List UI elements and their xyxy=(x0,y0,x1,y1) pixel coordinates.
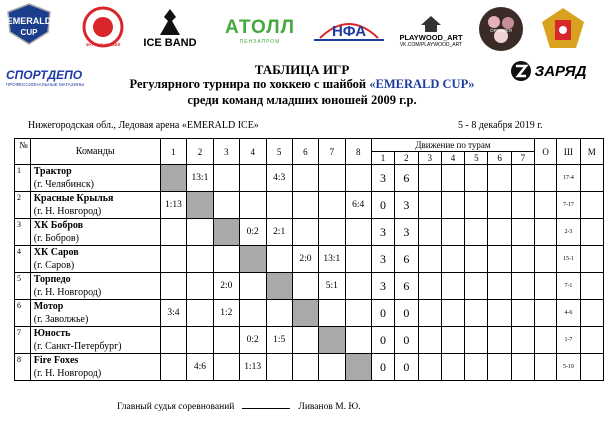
score-cell: 2:0 xyxy=(292,246,318,273)
team-city: (г. Санкт-Петербург) xyxy=(33,341,122,352)
row-number: 1 xyxy=(15,165,31,192)
score-cell xyxy=(239,165,266,192)
diagonal-cell xyxy=(187,192,214,219)
header-movement: Движение по турам xyxy=(371,139,534,152)
nfa-logo xyxy=(310,10,388,46)
team-cell xyxy=(30,273,160,300)
tour-points-cell xyxy=(465,300,488,327)
place-cell xyxy=(580,327,603,354)
tour-points-cell xyxy=(465,219,488,246)
team-city: (г. Челябинск) xyxy=(33,179,95,190)
tour-points-cell: 0 xyxy=(395,300,418,327)
table-row xyxy=(15,192,604,219)
tour-points-cell xyxy=(488,300,511,327)
tour-points-cell: 3 xyxy=(395,219,418,246)
score-cell xyxy=(160,273,187,300)
score-cell xyxy=(213,354,239,381)
tour-7: 7 xyxy=(511,152,534,165)
tour-6: 6 xyxy=(488,152,511,165)
diagonal-cell xyxy=(239,246,266,273)
header-place: М xyxy=(580,139,603,165)
score-cell xyxy=(319,354,346,381)
team-cell xyxy=(30,246,160,273)
score-cell: 1:2 xyxy=(213,300,239,327)
score-cell xyxy=(292,192,318,219)
tour-points-cell xyxy=(511,273,534,300)
goals-cell: 7-17 xyxy=(557,192,580,219)
team-cell xyxy=(30,354,160,381)
category-line: среди команд младших юношей 2009 г.р. xyxy=(187,93,417,107)
emerald-cup-logo xyxy=(4,2,54,46)
venue-text: Нижегородская обл., Ледовая арена «EMERALD ICE» xyxy=(28,120,259,131)
score-cell xyxy=(345,327,371,354)
tour-points-cell xyxy=(488,327,511,354)
zaryad-logo: ЗАРЯД xyxy=(498,58,598,84)
goals-cell: 4-6 xyxy=(557,300,580,327)
row-number: 3 xyxy=(15,219,31,246)
svg-text:EMERALD: EMERALD xyxy=(6,16,52,26)
score-cell: 2:0 xyxy=(213,273,239,300)
tour-points-cell: 0 xyxy=(371,327,394,354)
score-cell xyxy=(187,219,214,246)
header-col-1: 1 xyxy=(160,139,187,165)
points-cell xyxy=(535,165,557,192)
points-cell xyxy=(535,246,557,273)
team-cell xyxy=(30,327,160,354)
diagonal-cell xyxy=(266,273,292,300)
table-row xyxy=(15,246,604,273)
svg-text:ОРХИДЕЯ: ОРХИДЕЯ xyxy=(490,28,512,33)
tour-points-cell xyxy=(418,219,441,246)
team-cell xyxy=(30,192,160,219)
score-cell xyxy=(345,246,371,273)
header-col-7: 7 xyxy=(319,139,346,165)
score-cell xyxy=(345,219,371,246)
header-col-5: 5 xyxy=(266,139,292,165)
header-col-6: 6 xyxy=(292,139,318,165)
row-number: 8 xyxy=(15,354,31,381)
team-cell xyxy=(30,165,160,192)
score-cell: 0:2 xyxy=(239,327,266,354)
header-goals: Ш xyxy=(557,139,580,165)
tour-points-cell: 0 xyxy=(371,192,394,219)
team-city: (г. Саров) xyxy=(33,260,75,271)
tour-5: 5 xyxy=(465,152,488,165)
tour-points-cell: 0 xyxy=(371,354,394,381)
tour-points-cell xyxy=(418,165,441,192)
score-cell xyxy=(345,165,371,192)
score-cell xyxy=(345,273,371,300)
tour-points-cell xyxy=(418,273,441,300)
score-cell xyxy=(160,327,187,354)
score-cell xyxy=(239,300,266,327)
team-name: Красные Крылья xyxy=(33,193,114,204)
diagonal-cell xyxy=(319,327,346,354)
score-cell xyxy=(160,246,187,273)
team-city: (г. Н. Новгород) xyxy=(33,206,102,217)
tour-points-cell xyxy=(511,246,534,273)
tour-points-cell: 3 xyxy=(371,273,394,300)
footer xyxy=(117,399,361,412)
points-cell xyxy=(535,192,557,219)
team-name: Мотор xyxy=(33,301,64,312)
score-cell: 1:13 xyxy=(239,354,266,381)
tour-points-cell: 3 xyxy=(395,192,418,219)
team-city: (г. Н. Новгород) xyxy=(33,368,102,379)
goals-cell: 2-3 xyxy=(557,219,580,246)
team-name: Юность xyxy=(33,328,71,339)
team-city: (г. Бобров) xyxy=(33,233,79,244)
tour-points-cell xyxy=(488,246,511,273)
tour-points-cell xyxy=(441,300,464,327)
tour-points-cell xyxy=(418,354,441,381)
place-cell xyxy=(580,192,603,219)
header-col-8: 8 xyxy=(345,139,371,165)
score-cell: 13:1 xyxy=(319,246,346,273)
svg-text:CUP: CUP xyxy=(20,28,38,37)
table-row xyxy=(15,165,604,192)
goals-cell: 17-4 xyxy=(557,165,580,192)
tour-points-cell xyxy=(418,246,441,273)
points-cell xyxy=(535,219,557,246)
judge-name: Ливанов М. Ю. xyxy=(298,402,361,412)
team-cell xyxy=(30,219,160,246)
diagonal-cell xyxy=(345,354,371,381)
score-cell: 3:4 xyxy=(160,300,187,327)
tour-points-cell xyxy=(418,300,441,327)
tour-points-cell xyxy=(465,165,488,192)
tour-points-cell xyxy=(511,300,534,327)
tour-points-cell xyxy=(465,192,488,219)
tour-points-cell xyxy=(418,192,441,219)
svg-text:ФУТФОЛ·ХОККЕЙ: ФУТФОЛ·ХОККЕЙ xyxy=(85,42,121,47)
points-cell xyxy=(535,354,557,381)
row-number: 7 xyxy=(15,327,31,354)
team-name: Торпедо xyxy=(33,274,71,285)
team-city: (г. Заволжье) xyxy=(33,314,89,325)
table-row xyxy=(15,300,604,327)
diagonal-cell xyxy=(160,165,187,192)
score-cell xyxy=(266,354,292,381)
score-cell xyxy=(292,354,318,381)
score-cell xyxy=(319,300,346,327)
tournament-name: «EMERALD CUP» xyxy=(369,77,475,91)
score-cell: 1:13 xyxy=(160,192,187,219)
sportdepo-logo: СПОРТДЕПО ПРОФЕССИОНАЛЬНЫЕ МАГАЗИНЫ xyxy=(6,67,85,87)
team-name: ХК Бобров xyxy=(33,220,84,231)
tour-points-cell xyxy=(441,273,464,300)
tour-points-cell xyxy=(465,327,488,354)
row-number: 5 xyxy=(15,273,31,300)
tour-points-cell xyxy=(511,192,534,219)
tour-points-cell xyxy=(511,165,534,192)
place-cell xyxy=(580,219,603,246)
russia-emblem xyxy=(536,4,590,56)
tour-points-cell xyxy=(488,219,511,246)
svg-text:НФА: НФА xyxy=(331,23,367,40)
tour-points-cell xyxy=(441,246,464,273)
tour-points-cell: 6 xyxy=(395,246,418,273)
team-name: Fire Foxes xyxy=(33,355,79,366)
tour-points-cell: 3 xyxy=(371,246,394,273)
header-col-2: 2 xyxy=(187,139,214,165)
score-cell xyxy=(319,192,346,219)
score-cell xyxy=(239,273,266,300)
tour-points-cell xyxy=(465,354,488,381)
playwood-logo: PLAYWOOD_ART VK.COM/PLAYWOOD_ART xyxy=(390,10,472,52)
score-cell: 13:1 xyxy=(187,165,214,192)
table-row xyxy=(15,273,604,300)
team-city: (г. Н. Новгород) xyxy=(33,287,102,298)
tour-points-cell xyxy=(441,165,464,192)
results-table xyxy=(14,138,604,381)
score-cell xyxy=(187,246,214,273)
score-cell xyxy=(319,219,346,246)
score-cell xyxy=(160,354,187,381)
judge-label: Главный судья соревнований xyxy=(117,402,235,412)
score-cell: 6:4 xyxy=(345,192,371,219)
table-row xyxy=(15,354,604,381)
score-cell xyxy=(160,219,187,246)
tour-points-cell: 0 xyxy=(395,327,418,354)
row-number: 2 xyxy=(15,192,31,219)
tour-3: 3 xyxy=(418,152,441,165)
dates-text: 5 - 8 декабря 2019 г. xyxy=(458,120,543,131)
score-cell xyxy=(266,192,292,219)
row-number: 4 xyxy=(15,246,31,273)
tour-points-cell xyxy=(488,165,511,192)
score-cell: 2:1 xyxy=(266,219,292,246)
diagonal-cell xyxy=(292,300,318,327)
tour-points-cell: 6 xyxy=(395,165,418,192)
points-cell xyxy=(535,273,557,300)
tour-points-cell xyxy=(465,273,488,300)
atoll-logo: АТОЛЛ ПЕНЗАПРОМ xyxy=(225,17,295,45)
header-col-4: 4 xyxy=(239,139,266,165)
tour-points-cell xyxy=(488,192,511,219)
place-cell xyxy=(580,354,603,381)
goals-cell: 15-1 xyxy=(557,246,580,273)
tour-points-cell xyxy=(511,219,534,246)
score-cell xyxy=(187,327,214,354)
score-cell xyxy=(213,327,239,354)
team-cell xyxy=(30,300,160,327)
place-cell xyxy=(580,300,603,327)
score-cell: 4:3 xyxy=(266,165,292,192)
tour-points-cell xyxy=(418,327,441,354)
document-title: ТАБЛИЦА ИГР xyxy=(254,62,350,77)
tour-points-cell xyxy=(441,219,464,246)
place-cell xyxy=(580,273,603,300)
signature-line xyxy=(242,399,290,409)
tour-4: 4 xyxy=(441,152,464,165)
score-cell xyxy=(213,192,239,219)
tour-points-cell xyxy=(465,246,488,273)
points-cell xyxy=(535,300,557,327)
score-cell xyxy=(187,273,214,300)
score-cell xyxy=(266,246,292,273)
score-cell xyxy=(213,246,239,273)
score-cell xyxy=(292,219,318,246)
team-name: ХК Саров xyxy=(33,247,79,258)
tour-points-cell: 3 xyxy=(371,165,394,192)
tour-2: 2 xyxy=(395,152,418,165)
score-cell xyxy=(319,165,346,192)
tour-points-cell xyxy=(511,327,534,354)
header-teams: Команды xyxy=(30,139,160,165)
tour-points-cell xyxy=(488,354,511,381)
score-cell xyxy=(213,165,239,192)
tour-points-cell xyxy=(441,192,464,219)
place-cell xyxy=(580,165,603,192)
goals-cell: 5-19 xyxy=(557,354,580,381)
orchid-logo xyxy=(478,6,524,52)
header-col-3: 3 xyxy=(213,139,239,165)
tour-points-cell: 0 xyxy=(395,354,418,381)
goals-cell: 1-7 xyxy=(557,327,580,354)
score-cell xyxy=(239,192,266,219)
score-cell xyxy=(292,327,318,354)
header-number: № xyxy=(15,139,31,165)
tour-1: 1 xyxy=(371,152,394,165)
score-cell: 4:6 xyxy=(187,354,214,381)
team-name: Трактор xyxy=(33,166,72,177)
table-row xyxy=(15,219,604,246)
tour-points-cell: 0 xyxy=(371,300,394,327)
tour-points-cell xyxy=(511,354,534,381)
score-cell xyxy=(345,300,371,327)
score-cell: 1:5 xyxy=(266,327,292,354)
header-points: О xyxy=(535,139,557,165)
tournament-subtitle: Регулярного турнира по хоккею с шайбой «EMERALD CUP» xyxy=(129,77,475,91)
score-cell: 0:2 xyxy=(239,219,266,246)
diagonal-cell xyxy=(213,219,239,246)
tour-points-cell: 6 xyxy=(395,273,418,300)
tour-points-cell xyxy=(488,273,511,300)
table-row xyxy=(15,327,604,354)
row-number: 6 xyxy=(15,300,31,327)
place-cell xyxy=(580,246,603,273)
score-cell xyxy=(292,273,318,300)
club-round-logo xyxy=(82,6,124,48)
tour-points-cell: 3 xyxy=(371,219,394,246)
tour-points-cell xyxy=(441,354,464,381)
points-cell xyxy=(535,327,557,354)
tour-points-cell xyxy=(441,327,464,354)
ice-band-logo: ICE BAND xyxy=(130,4,210,52)
goals-cell: 7-1 xyxy=(557,273,580,300)
score-cell xyxy=(292,165,318,192)
score-cell xyxy=(187,300,214,327)
score-cell xyxy=(266,300,292,327)
score-cell: 5:1 xyxy=(319,273,346,300)
